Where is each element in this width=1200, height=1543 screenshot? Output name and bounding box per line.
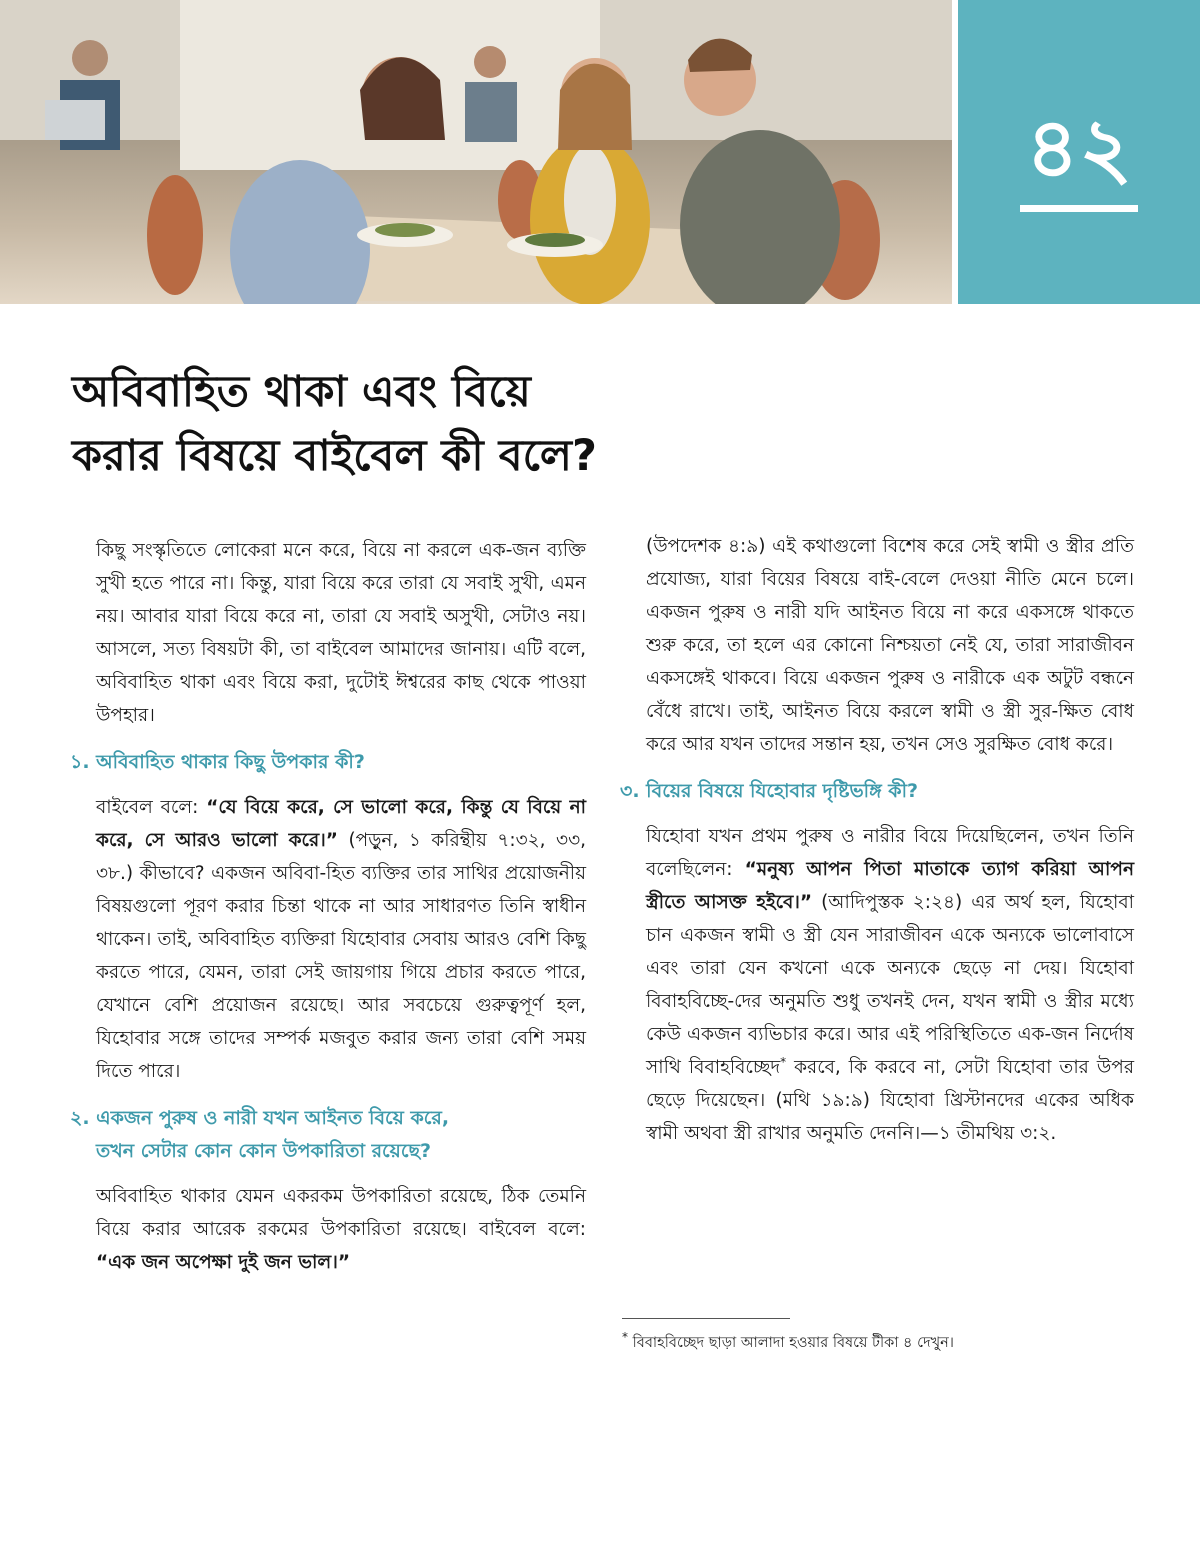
right-column <box>620 530 1134 1164</box>
lesson-number-box <box>958 0 1200 304</box>
section-2-quote: “এক জন অপেক্ষা দুই জন ভাল।” <box>96 1252 350 1273</box>
cafe-scene-illustration <box>0 0 952 304</box>
title-line-2: করার বিষয়ে বাইবেল কী বলে? <box>72 431 597 481</box>
left-column <box>70 534 586 1293</box>
footnote-mark: * <box>622 1330 628 1345</box>
lesson-number-underline <box>1020 205 1138 212</box>
section-3-paragraph: যিহোবা যখন প্রথম পুরুষ ও নারীর বিয়ে দিয়েছিলেন, তখন তিনি বলেছিলেন: “মনুষ্য আপন পিতা মাতাকে ত্যাগ করিয়া আপন স্ত্রীতে আসক্ত হইবে।” (আদিপুস্তক ২:২৪) এর অর্থ হল, যিহোবা চান একজন স্বামী ও স্ত্রী যেন সারাজীবন একে অন্যকে ভালোবাসে এবং তারা যেন কখনো একে অন্যকে ছেড়ে না দেয়। যিহোবা বিবাহবিচ্ছে-দের অনুমতি শুধু তখনই দেন, যখন স্বামী ও স্ত্রীর মধ্যে কেউ একজন ব্যভিচার করে। আর এই পরিস্থিতিতে এক-জন নির্দোষ সাথি বিবাহবিচ্ছেদ* করবে, কি করবে না, সেটা যিহোবা তার উপর ছেড়ে দিয়েছেন। (মথি ১৯:৯) যিহোবা খ্রিস্টানদের একের অধিক স্বামী অথবা স্ত্রী রাখার অনুমতি দেননি।—১ তীমথিয় ৩:২. <box>646 826 1134 1144</box>
footnote-reference[interactable]: * <box>780 1054 787 1069</box>
footnote-divider <box>622 1318 790 1319</box>
section-3-quote: “মনুষ্য আপন পিতা মাতাকে ত্যাগ করিয়া আপন স্ত্রীতে আসক্ত হইবে।” <box>646 859 1134 913</box>
title-line-1: অবিবাহিত থাকা এবং বিয়ে <box>72 367 531 417</box>
header-photo <box>0 0 952 304</box>
section-1-paragraph: বাইবেল বলে: “যে বিয়ে করে, সে ভালো করে, কিন্তু যে বিয়ে না করে, সে আরও ভালো করে।” (পড়ুন, ১ করিন্থীয় ৭:৩২, ৩৩, ৩৮.) কীভাবে? একজন অবিবা-হিত ব্যক্তির তার সাথির প্রয়োজনীয় বিষয়গুলো পূরণ করার চিন্তা থাকে না আর সাধারণত তিনি স্বাধীন থাকেন। তাই, অবিবাহিত ব্যক্তিরা যিহোবার সেবায় আরও বেশি কিছু করতে পারে, যেমন, তারা সেই জায়গায় গিয়ে প্রচার করতে পারে, যেখানে বেশি প্রয়োজন রয়েছে। আর সবচেয়ে গুরুত্বপূর্ণ হল, যিহোবার সঙ্গে তাদের সম্পর্ক মজবুত করার জন্য তারা বেশি সময় দিতে পারে। <box>96 797 586 1082</box>
lesson-number: ৪২ <box>1025 101 1133 196</box>
section-2-paragraph-start: অবিবাহিত থাকার যেমন একরকম উপকারিতা রয়েছে, ঠিক তেমনি বিয়ে করার আরেক রকমের উপকারিতা রয়েছে। বাইবেল বলে: “এক জন অপেক্ষা দুই জন ভাল।” <box>96 1186 586 1273</box>
section-3-heading: ৩. বিয়ের বিষয়ে যিহোবার দৃষ্টিভঙ্গি কী? <box>620 780 919 802</box>
section-1-heading: ১. অবিবাহিত থাকার কিছু উপকার কী? <box>70 751 365 773</box>
intro-paragraph: কিছু সংস্কৃতিতে লোকেরা মনে করে, বিয়ে না করলে এক-জন ব্যক্তি সুখী হতে পারে না। কিন্তু, যারা বিয়ে করে তারা যে সবাই সুখী, এমন নয়। আবার যারা বিয়ে করে না, তারা যে সবাই অসুখী, সেটাও নয়। আসলে, সত্য বিষয়টা কী, তা বাইবেল আমাদের জানায়। এটি বলে, অবিবাহিত থাকা এবং বিয়ে করা, দুটোই ঈশ্বরের কাছ থেকে পাওয়া উপহার। <box>96 540 586 726</box>
section-1-quote: “যে বিয়ে করে, সে ভালো করে, কিন্তু যে বিয়ে না করে, সে আরও ভালো করে।” <box>96 797 586 851</box>
section-2-paragraph-continued: (উপদেশক ৪:৯) এই কথাগুলো বিশেষ করে সেই স্বামী ও স্ত্রীর প্রতি প্রযোজ্য, যারা বিয়ের বিষয়ে বাই-বেলে দেওয়া নীতি মেনে চলে। একজন পুরুষ ও নারী যদি আইনত বিয়ে না করে একসঙ্গে থাকতে শুরু করে, তা হলে এর কোনো নিশ্চয়তা নেই যে, তারা সারাজীবন একসঙ্গেই থাকবে। বিয়ে একজন পুরুষ ও নারীকে এক অটুট বন্ধনে বেঁধে রাখে। তাই, আইনত বিয়ে করলে স্বামী ও স্ত্রী সুর-ক্ষিত বোধ করে আর যখন তাদের সন্তান হয়, তখন সেও সুরক্ষিত বোধ করে। <box>646 536 1134 755</box>
footnote <box>622 1332 1142 1354</box>
section-2-heading: ২. একজন পুরুষ ও নারী যখন আইনত বিয়ে করে, তখন সেটার কোন কোন উপকারিতা রয়েছে? <box>70 1107 450 1162</box>
page-title <box>72 360 872 488</box>
footnote-text: বিবাহবিচ্ছেদ ছাড়া আলাদা হওয়ার বিষয়ে টীকা ৪ দেখুন। <box>628 1335 954 1351</box>
